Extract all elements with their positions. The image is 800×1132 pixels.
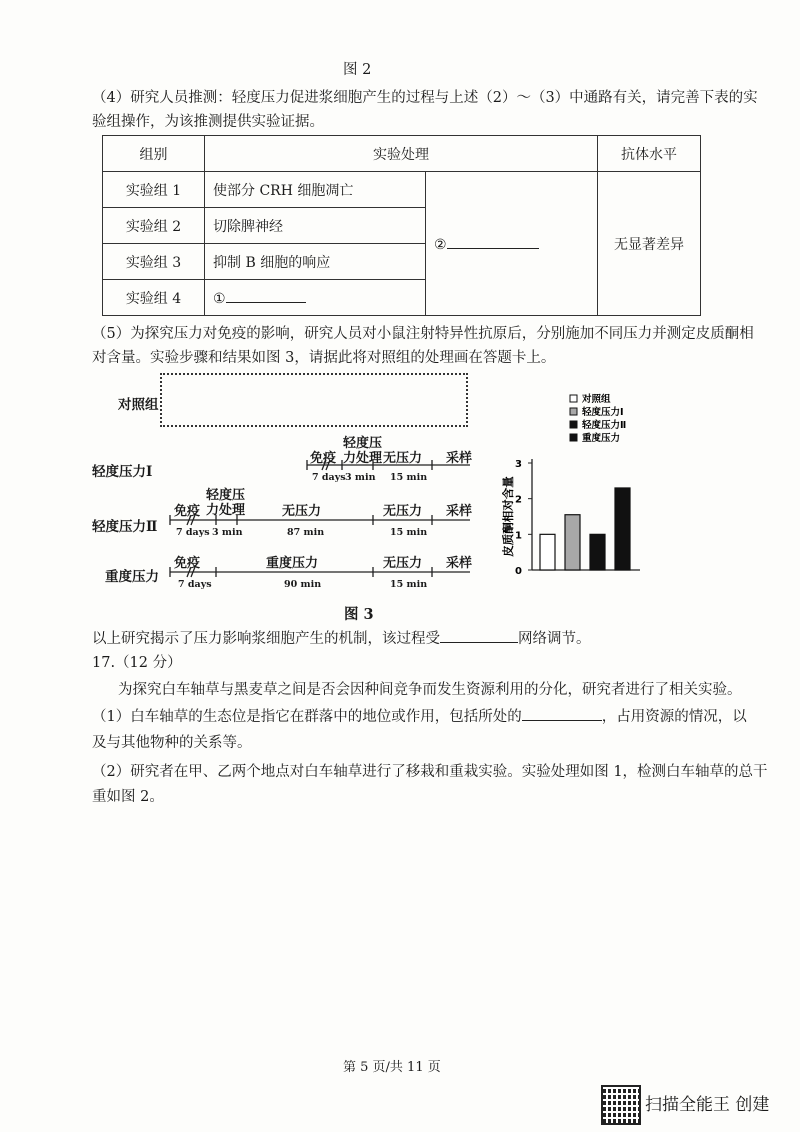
conclusion-pre: 以上研究揭示了压力影响浆细胞产生的机制，该过程受 — [92, 631, 440, 647]
qr-code-icon — [601, 1085, 641, 1125]
conclusion-post: 网络调节。 — [518, 631, 591, 647]
row-group: 实验组 1 — [103, 172, 205, 208]
l2-stress-a: 轻度压 — [206, 488, 246, 503]
q17-heading: 17.（12 分） — [92, 655, 182, 671]
l2-immune: 免疫 — [174, 504, 201, 519]
conclusion-line — [92, 627, 591, 648]
y-tick-label: 0 — [515, 566, 522, 577]
blank-1-label: ① — [213, 291, 226, 307]
l2-7days: 7 days — [176, 527, 210, 538]
result-cell: 无显著差异 — [598, 172, 701, 316]
y-tick-label: 3 — [515, 459, 522, 470]
l2-87min: 87 min — [287, 527, 325, 538]
legend-label: 轻度压力Ⅱ — [582, 420, 627, 431]
l1-3min: 3 min — [345, 472, 376, 483]
l2-sample: 采样 — [446, 504, 473, 519]
q5-line-1: （5）为探究压力对免疫的影响，研究人员对小鼠注射特异性抗原后，分别施加不同压力并测定皮质酮相 — [92, 326, 754, 342]
y-tick-label: 2 — [515, 494, 522, 506]
l1-stress-a: 轻度压 — [343, 436, 383, 451]
legend-label: 轻度压力Ⅰ — [582, 407, 624, 418]
l2-nostress-2: 无压力 — [383, 504, 423, 519]
q17-p1-pre: （1）白车轴草的生态位是指它在群落中的地位或作用，包括所处的 — [92, 709, 522, 725]
l1-sample: 采样 — [446, 451, 473, 466]
page-number: 第 5 页/共 11 页 — [343, 1060, 441, 1075]
figure-3-caption: 图 3 — [344, 606, 374, 623]
l2-stress-b: 力处理 — [206, 503, 246, 518]
legend-swatch — [570, 395, 577, 402]
light-stress-1-label: 轻度压力Ⅰ — [92, 464, 153, 480]
bar-4 — [615, 488, 630, 570]
q17-p1-post: ，占用资源的情况，以 — [601, 709, 747, 725]
l2-3min: 3 min — [212, 527, 243, 538]
conclusion-blank[interactable] — [440, 628, 518, 643]
q5-line-2: 对含量。实验步骤和结果如图 3，请据此将对照组的处理画在答题卡上。 — [92, 350, 556, 366]
header-group: 组别 — [103, 136, 205, 172]
legend-label: 对照组 — [582, 394, 611, 405]
bar-1 — [540, 534, 555, 570]
q17-p2-line-1: （2）研究者在甲、乙两个地点对白车轴草进行了移栽和重栽实验。实验处理如图 1，检测白车轴草的总干 — [92, 764, 768, 780]
l2-15min: 15 min — [390, 527, 428, 538]
y-axis-label: 皮质酮相对含量 — [501, 476, 515, 557]
legend-swatch — [570, 408, 577, 415]
control-group-label: 对照组 — [118, 397, 159, 413]
row-treatment: 切除脾神经 — [205, 208, 426, 244]
bar-3 — [590, 534, 605, 570]
h-immune: 免疫 — [174, 556, 201, 571]
legend-swatch — [570, 434, 577, 441]
heavy-stress-label: 重度压力 — [105, 569, 159, 585]
figure-2-caption: 图 2 — [343, 62, 372, 78]
row-group: 实验组 3 — [103, 244, 205, 280]
header-antibody: 抗体水平 — [598, 136, 701, 172]
q17-p2-line-2: 重如图 2。 — [92, 789, 164, 805]
legend-label: 重度压力 — [582, 433, 621, 444]
h-7days: 7 days — [178, 579, 212, 590]
q17-p1-line-1 — [92, 705, 747, 726]
light-stress-2-label: 轻度压力Ⅱ — [92, 519, 158, 535]
q17-p1-line-2: 及与其他物种的关系等。 — [92, 735, 252, 751]
q4-line-1: （4）研究人员推测：轻度压力促进浆细胞产生的过程与上述（2）～（3）中通路有关，请完善下表的实 — [92, 90, 758, 106]
scanner-watermark: 扫描全能王 创建 — [645, 1095, 770, 1115]
l1-nostress: 无压力 — [383, 451, 423, 466]
l1-15min: 15 min — [390, 472, 428, 483]
blank-2-label: ② — [434, 237, 447, 253]
header-treatment: 实验处理 — [205, 136, 598, 172]
row-group: 实验组 2 — [103, 208, 205, 244]
row-treatment: 抑制 B 细胞的响应 — [205, 244, 426, 280]
legend-swatch — [570, 421, 577, 428]
l1-7days: 7 days — [312, 472, 346, 483]
q17-intro: 为探究白车轴草与黑麦草之间是否会因种间竞争而发生资源利用的分化，研究者进行了相关实验。 — [118, 682, 742, 698]
h-15min: 15 min — [390, 579, 428, 590]
l1-stress-b: 力处理 — [343, 451, 383, 466]
row-group: 实验组 4 — [103, 280, 205, 316]
l1-immune: 免疫 — [310, 451, 337, 466]
y-tick-label: 1 — [515, 530, 522, 542]
h-stress: 重度压力 — [266, 556, 319, 571]
corticosterone-bar-chart — [490, 380, 660, 585]
niche-blank[interactable] — [522, 706, 602, 721]
h-nostress: 无压力 — [383, 556, 423, 571]
h-90min: 90 min — [284, 579, 322, 590]
h-sample: 采样 — [446, 556, 473, 571]
row-treatment: 使部分 CRH 细胞凋亡 — [205, 172, 426, 208]
q4-line-2: 验组操作，为该推测提供实验证据。 — [92, 114, 324, 130]
l2-nostress-1: 无压力 — [282, 504, 322, 519]
bar-2 — [565, 515, 580, 570]
